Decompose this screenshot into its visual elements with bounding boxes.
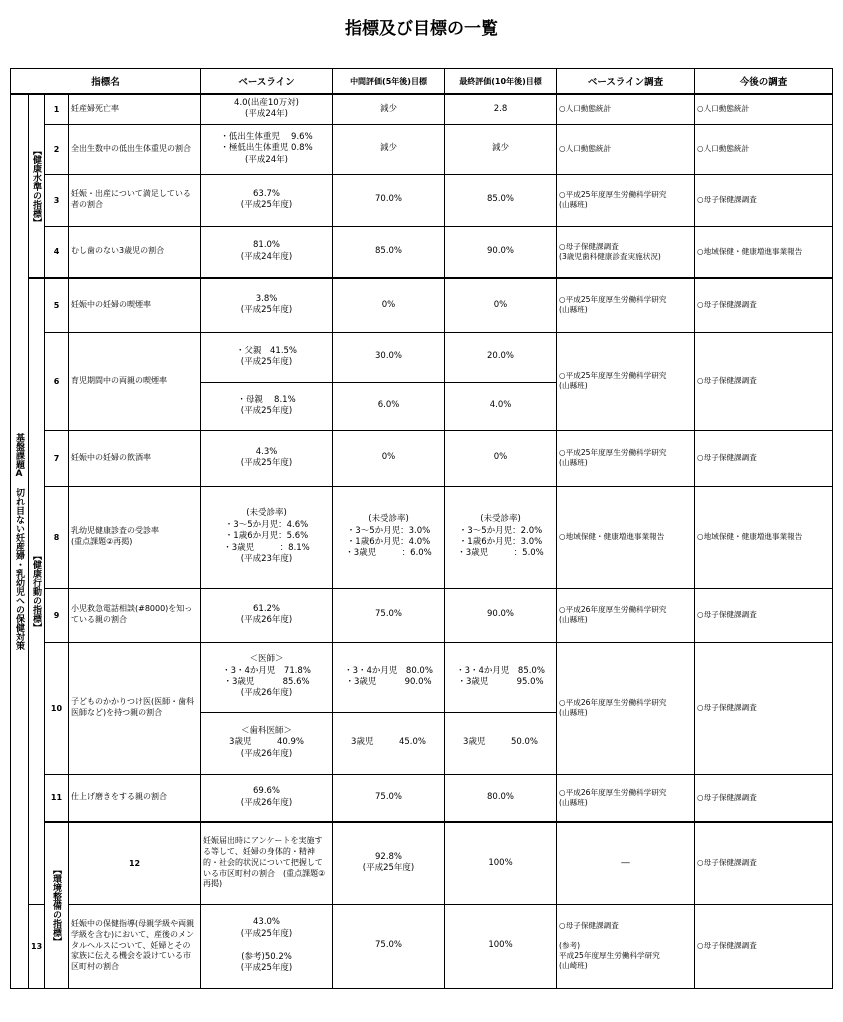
table-row: ・母親 8.1% (平成25年度) 6.0% 4.0% xyxy=(11,382,833,430)
group-behavior-label: 【健康行動の指標】 xyxy=(29,278,45,904)
header-baseline-survey: ベースライン調査 xyxy=(557,69,695,95)
table-row: 2 全出生数中の低出生体重児の割合 ・低出生体重児 9.6% ・極低出生体重児 0.8% (平成24年) 減少 減少 ○人口動態統計 ○人口動態統計 xyxy=(11,124,833,174)
page-title: 指標及び目標の一覧 xyxy=(345,19,498,39)
table-row: 13 妊娠中の保健指導(母親学級や両親学級を含む)において、産後のメンタルヘルスについて、妊婦とその家族に伝える機会を設けている市区町村の割合 43.0% (平成25年度) (参考)50.2% (平成25年度) 75.0% 100% ○母子保健課調査 (参考) 平成25年度厚生労働科学研究 (山崎班) ○母子保健課調査 xyxy=(11,904,833,988)
header-final: 最終評価(10年後)目標 xyxy=(445,69,557,95)
header-row xyxy=(11,69,833,95)
header-future-survey: 今後の調査 xyxy=(695,69,833,95)
table-row: 3 妊娠・出産について満足している者の割合 63.7% (平成25年度) 70.0% 85.0% ○平成25年度厚生労働科学研究 (山縣班) ○母子保健課調査 xyxy=(11,174,833,226)
table-row: 4 むし歯のない3歳児の割合 81.0% (平成24年度) 85.0% 90.0% ○母子保健課調査 (3歳児歯科健康診査実施状況) ○地域保健・健康増進事業報告 xyxy=(11,226,833,278)
table-row: ＜歯科医師＞ 3歳児 40.9% (平成26年度) 3歳児 45.0% 3歳児 50.0% xyxy=(11,712,833,774)
table-row: 6 育児期間中の両親の喫煙率 ・父親 41.5% (平成25年度) 30.0% 20.0% ○平成25年度厚生労働科学研究 (山縣班) ○母子保健課調査 xyxy=(11,332,833,382)
group-main-label: 基盤課題A 切れ目ない妊産婦・乳幼児への保健対策 xyxy=(11,94,29,988)
table-row: 7 妊娠中の妊婦の飲酒率 4.3% (平成25年度) 0% 0% ○平成25年度厚生労働科学研究 (山縣班) ○母子保健課調査 xyxy=(11,430,833,486)
table-row: 11 仕上げ磨きをする親の割合 69.6% (平成26年度) 75.0% 80.0% ○平成26年度厚生労働科学研究 (山縣班) ○母子保健課調査 xyxy=(11,774,833,822)
table-row: 9 小児救急電話相談(#8000)を知っている親の割合 61.2% (平成26年度) 75.0% 90.0% ○平成26年度厚生労働科学研究 (山縣班) ○母子保健課調査 xyxy=(11,588,833,642)
header-name: 指標名 xyxy=(11,69,201,95)
header-mid: 中間評価(5年後)目標 xyxy=(333,69,445,95)
table-row: 【健康行動の指標】 5 妊娠中の妊婦の喫煙率 3.8% (平成25年度) 0% 0% ○平成25年度厚生労働科学研究 (山縣班) ○母子保健課調査 xyxy=(11,278,833,332)
table-row: 【環境整備の指標】 12 妊娠届出時にアンケートを実施する等して、妊婦の身体的・精神的・社会的状況について把握している市区町村の割合 (重点課題②再掲) 92.8% (平成25年度) 100% ― ○母子保健課調査 xyxy=(11,822,833,904)
header-baseline: ベースライン xyxy=(201,69,333,95)
group-health-label: 【健康水準の指標】 xyxy=(29,94,45,278)
table-row: 8 乳幼児健康診査の受診率 (重点課題②再掲) (未受診率) ・3～5か月児：4.6% ・1歳6か月児：5.6% ・3歳児 ：8.1% (平成23年度) (未受診率) ・3～5か月児：3.0% ・1歳6か月児：4.0% ・3歳児 ：6.0% (未受診率) ・3～5か月児：2.0% ・1歳6か月児：3.0% ・3歳児 ：5.0% ○地域保健・健康増進事業報告 ○地域保健・健康増進事業報告 xyxy=(11,486,833,588)
group-env-label: 【環境整備の指標】 xyxy=(45,822,69,988)
indicator-table xyxy=(10,68,833,989)
table-row: 基盤課題A 切れ目ない妊産婦・乳幼児への保健対策 【健康水準の指標】 1 妊産婦死亡率 4.0(出産10万対) (平成24年) 減少 2.8 ○人口動態統計 ○人口動態統計 xyxy=(11,94,833,124)
table-row: 10 子どものかかりつけ医(医師・歯科医師など)を持つ親の割合 ＜医師＞ ・3・4か月児 71.8% ・3歳児 85.6% (平成26年度) ・3・4か月児 80.0% ・3歳児 90.0% ・3・4か月児 85.0% ・3歳児 95.0% ○平成26年度厚生労働科学研究 (山縣班) ○母子保健課調査 xyxy=(11,642,833,712)
